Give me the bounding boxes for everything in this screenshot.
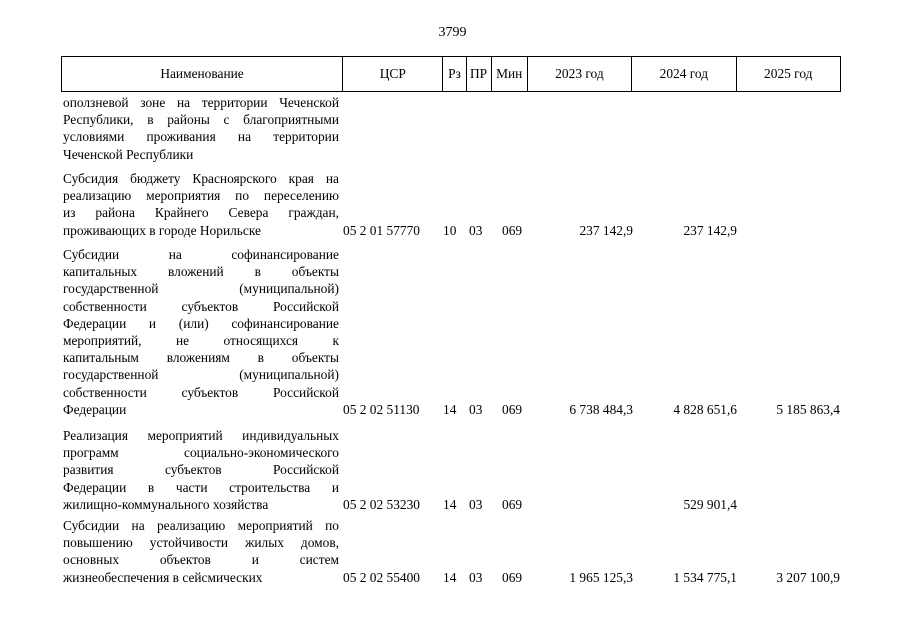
row-pr: 03 (469, 496, 483, 512)
table-header (61, 56, 841, 92)
row-name-line: Республики, в районы с благоприятными (63, 112, 339, 128)
row-value-2024: 529 901,4 (683, 496, 737, 512)
row-csr: 05 2 02 51130 (343, 401, 420, 417)
row-name-line: государственной (муниципальной) (63, 281, 339, 297)
row-min: 069 (502, 222, 523, 238)
row-rz: 14 (443, 401, 457, 417)
header-name: Наименование (62, 57, 343, 92)
row-name-line: Субсидия бюджету Красноярского края на (63, 171, 339, 186)
row-pr: 03 (469, 222, 483, 238)
header-2025: 2025 год (736, 57, 840, 92)
row-name-line: собственности субъектов Российской (63, 298, 339, 314)
row-name (63, 427, 339, 513)
row-name-line: Субсидии на реализацию мероприятий по (63, 518, 339, 533)
row-name-line: Федерации (63, 401, 127, 417)
row-csr: 05 2 02 55400 (343, 569, 420, 585)
row-pr: 03 (469, 401, 483, 417)
row-name-line: развития субъектов Российской (63, 462, 339, 478)
row-name (63, 246, 339, 418)
row-value-2023: 237 142,9 (579, 222, 633, 238)
row-pr: 03 (469, 569, 483, 585)
row-name-line: программ социально-экономического (63, 445, 339, 461)
row-name-line: жизнеобеспечения в сейсмических (63, 569, 263, 585)
row-name-line: капитальным вложениям в объекты (63, 350, 339, 366)
header-2024: 2024 год (632, 57, 736, 92)
header-pr: ПР (466, 57, 491, 92)
row-value-2024: 4 828 651,6 (673, 401, 737, 417)
table-row (61, 427, 841, 513)
row-min: 069 (502, 569, 523, 585)
page-number: 3799 (438, 25, 467, 40)
row-name-line: жилищно-коммунального хозяйства (63, 496, 269, 512)
table-row (61, 517, 841, 586)
table-row (61, 170, 841, 239)
row-name-line: повышению устойчивости жилых домов, (63, 535, 339, 551)
row-name-line: государственной (муниципальной) (63, 367, 339, 383)
row-name-line: Субсидии на софинансирование (63, 247, 339, 262)
row-name-line: капитальных вложений в объекты (63, 264, 339, 280)
row-name-line: Федерации и (или) софинансирование (63, 315, 339, 331)
row-min: 069 (502, 401, 523, 417)
row-value-2023: 6 738 484,3 (569, 401, 633, 417)
row-value-2023: 1 965 125,3 (569, 569, 633, 585)
row-name-line: мероприятий, не относящихся к (63, 332, 339, 348)
row-name-line: Федерации в части строительства и (63, 479, 339, 495)
row-name-line: оползневой зоне на территории Чеченской (63, 95, 339, 110)
row-name (63, 94, 339, 163)
header-min: Мин (491, 57, 527, 92)
row-name-line: реализацию мероприятия по переселению (63, 188, 339, 204)
header-2023: 2023 год (527, 57, 631, 92)
row-csr: 05 2 01 57770 (343, 222, 420, 238)
row-value-2025: 3 207 100,9 (776, 569, 840, 585)
table-row (61, 94, 841, 163)
row-min: 069 (502, 496, 523, 512)
row-name-line: Реализация мероприятий индивидуальных (63, 428, 339, 443)
row-value-2024: 1 534 775,1 (673, 569, 737, 585)
row-name (63, 517, 339, 586)
row-name-line: из района Крайнего Севера граждан, (63, 205, 339, 221)
row-name-line: собственности субъектов Российской (63, 384, 339, 400)
row-name-line: основных объектов и систем (63, 552, 339, 568)
header-rz: Рз (443, 57, 466, 92)
row-value-2024: 237 142,9 (683, 222, 737, 238)
row-name-line: условиями проживания на территории (63, 129, 339, 145)
row-name (63, 170, 339, 239)
header-csr: ЦСР (343, 57, 443, 92)
row-name-line: проживающих в городе Норильске (63, 222, 261, 238)
row-rz: 14 (443, 496, 457, 512)
row-name-line: Чеченской Республики (63, 146, 194, 162)
row-csr: 05 2 02 53230 (343, 496, 420, 512)
row-value-2025: 5 185 863,4 (776, 401, 840, 417)
table-row (61, 246, 841, 418)
row-rz: 14 (443, 569, 457, 585)
row-rz: 10 (443, 222, 457, 238)
